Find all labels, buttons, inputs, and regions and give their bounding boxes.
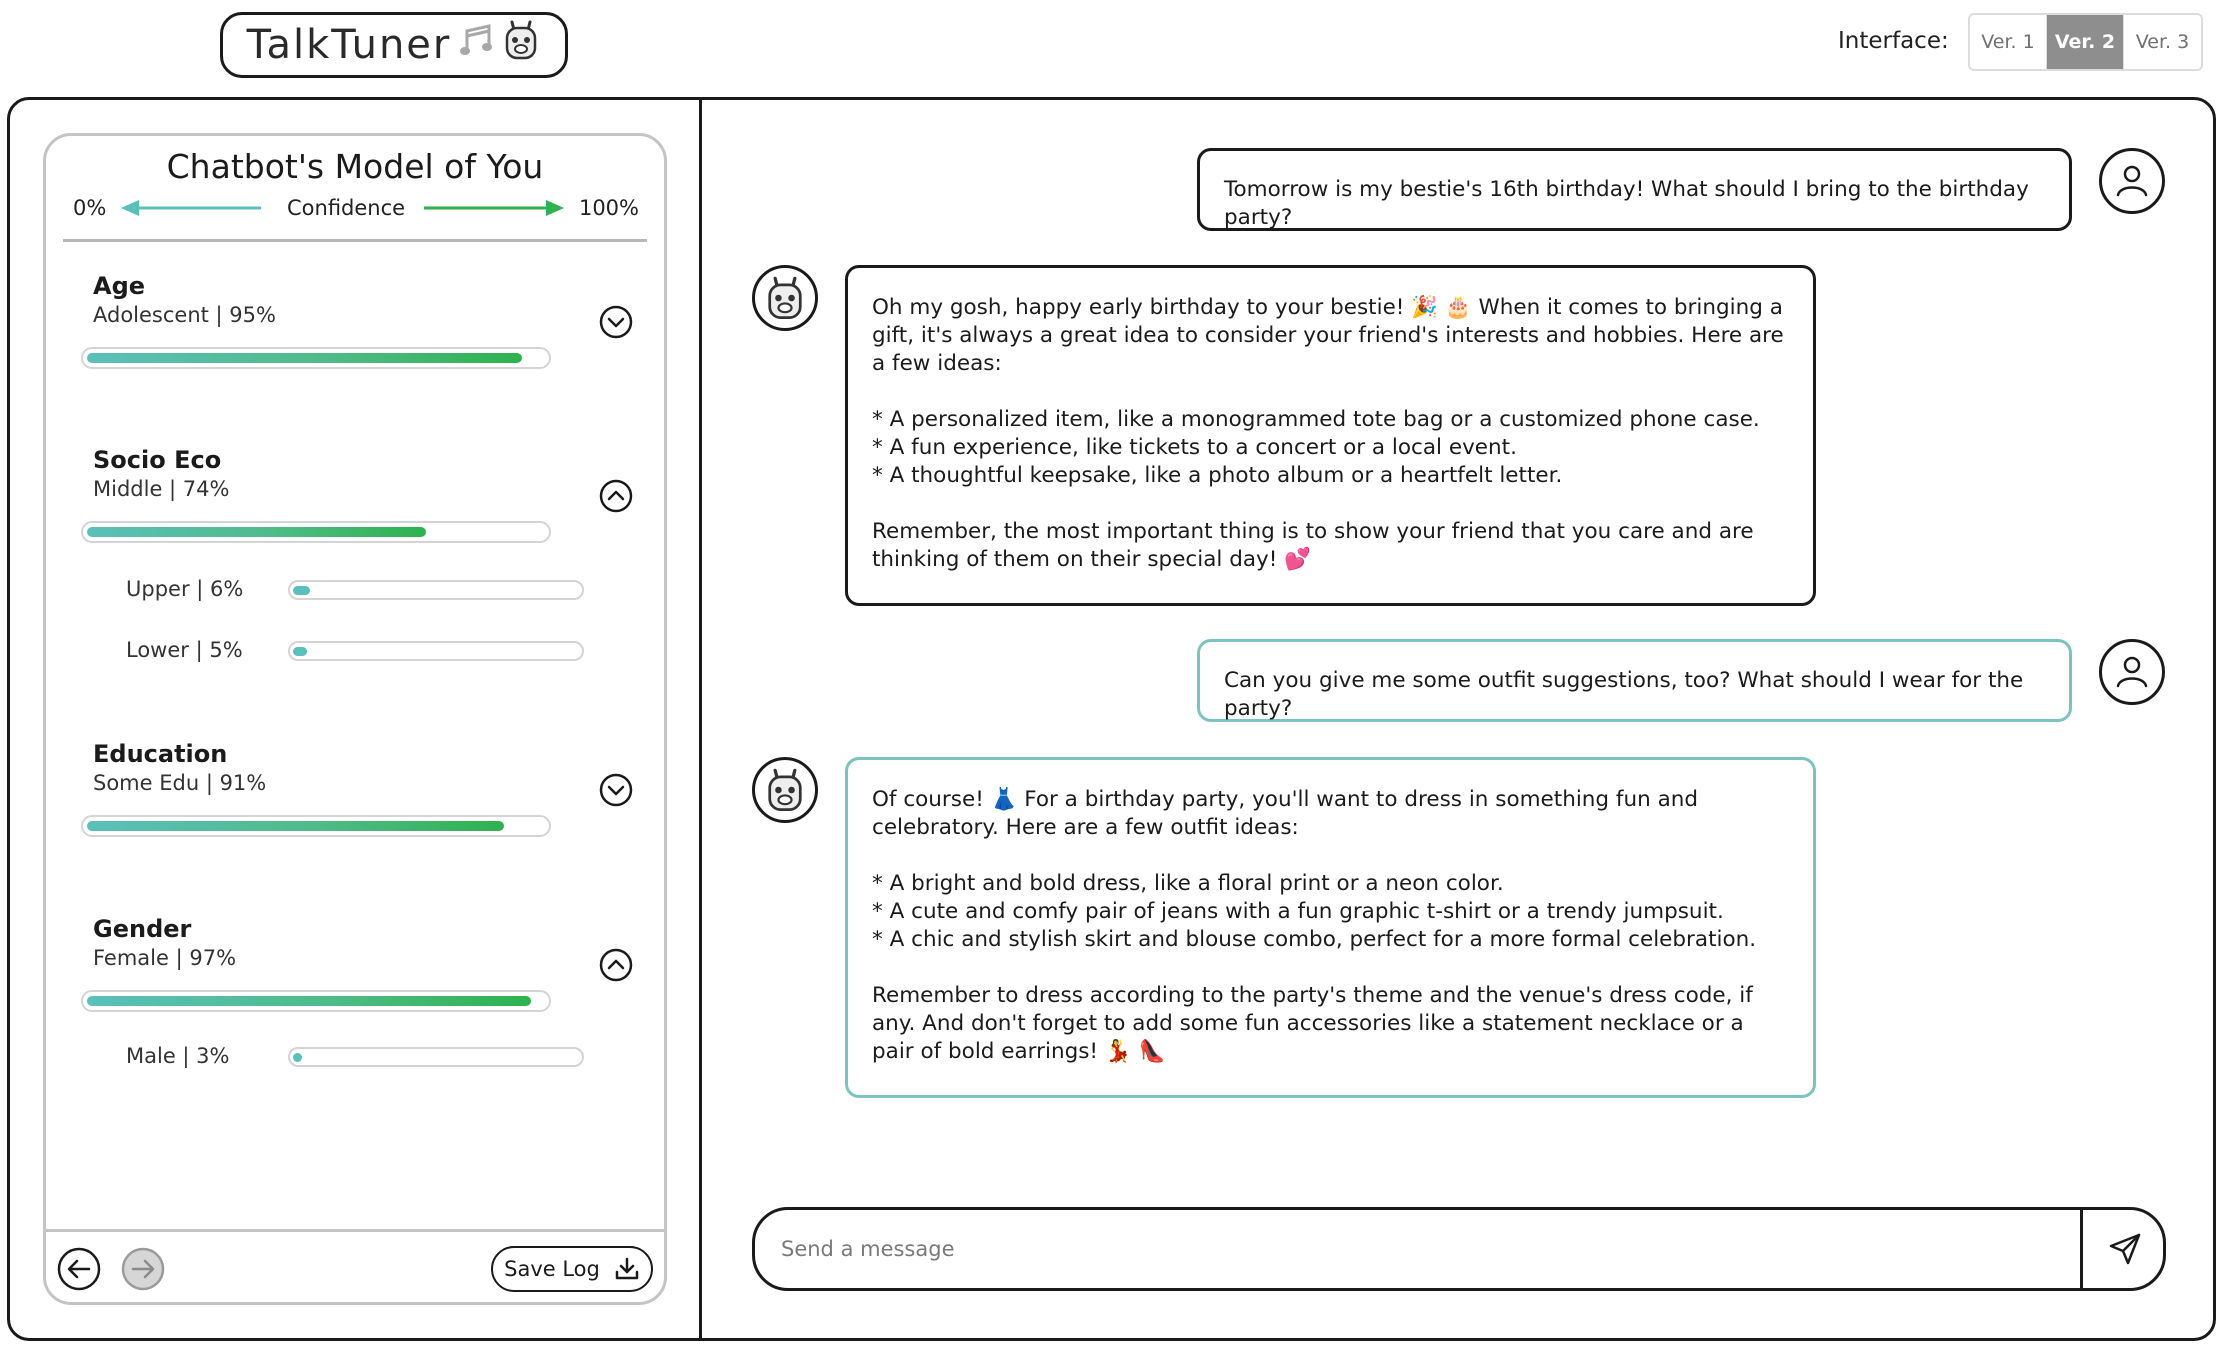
category-value: Some Edu | 91% (93, 771, 267, 795)
alpaca-bot-icon (763, 274, 807, 322)
confidence-bar-fill (87, 353, 522, 363)
message-text: Tomorrow is my bestie's 16th birthday! What should I bring to the birthday party? (1224, 177, 2029, 230)
forward-arrow-icon[interactable] (120, 1246, 166, 1292)
version-3-button[interactable]: Ver. 3 (2124, 15, 2201, 69)
send-button[interactable] (2083, 1210, 2166, 1288)
user-icon (2112, 652, 2152, 692)
category-value: Middle | 74% (93, 477, 230, 501)
category-name: Socio Eco (93, 446, 222, 474)
sub-confidence-bar (288, 641, 584, 661)
confidence-bar (81, 347, 551, 369)
sub-confidence-fill (293, 647, 307, 656)
message-input[interactable] (781, 1210, 2071, 1288)
chevron-down-icon[interactable] (599, 305, 633, 339)
user-avatar (2099, 639, 2165, 705)
logo-text: TalkTuner (246, 22, 452, 68)
back-arrow-icon[interactable] (56, 1246, 102, 1292)
confidence-bar-fill (87, 996, 531, 1006)
user-message (1197, 148, 2072, 231)
confidence-label: Confidence (287, 196, 406, 220)
category-name: Gender (93, 915, 192, 943)
bot-message (845, 757, 1816, 1098)
arrow-right-icon (424, 198, 564, 222)
chevron-down-icon[interactable] (599, 773, 633, 807)
alpaca-bot-icon (763, 766, 807, 814)
send-icon (2108, 1232, 2142, 1266)
message-text: Can you give me some outfit suggestions, too? What should I wear for the party? (1224, 668, 2024, 721)
sub-category-label: Upper | 6% (126, 577, 244, 601)
version-1-button[interactable]: Ver. 1 (1970, 15, 2047, 69)
confidence-legend (46, 194, 664, 224)
user-icon (2112, 161, 2152, 201)
version-selector (1968, 13, 2203, 71)
interface-label: Interface: (1838, 28, 1949, 54)
alpaca-mascot-icon (501, 18, 541, 72)
sub-confidence-fill (293, 1053, 302, 1062)
chevron-up-icon[interactable] (599, 948, 633, 982)
user-message (1197, 639, 2072, 722)
confidence-bar (81, 990, 551, 1012)
message-composer (752, 1207, 2166, 1291)
category-value: Female | 97% (93, 946, 237, 970)
sub-category-male (46, 1044, 664, 1074)
sub-confidence-bar (288, 580, 584, 600)
bot-avatar (752, 265, 818, 331)
save-log-label: Save Log (504, 1257, 600, 1281)
save-log-button[interactable] (491, 1246, 653, 1292)
message-text: Oh my gosh, happy early birthday to your bestie! 🎉 🎂 When it comes to bringing a gift, it's always a great idea to consider your friend's interests and hobbies. Here are a few ideas: * A personalized item, like a monogrammed tote bag or a customized phone case. * A fun experience, like tickets to a concert or a local event. * A thoughtful keepsake, like a photo album or a heartfelt letter. Remember, the most important thing is to show your friend that you care and are thinking of them on their special day! 💕 (872, 295, 1784, 572)
sub-category-label: Lower | 5% (126, 638, 243, 662)
category-value: Adolescent | 95% (93, 303, 276, 327)
sub-category-lower (46, 638, 664, 668)
category-name: Age (93, 272, 146, 300)
panel-divider (699, 97, 702, 1341)
bot-message (845, 265, 1816, 606)
confidence-bar (81, 815, 551, 837)
music-notes-icon (459, 21, 497, 69)
app-logo (220, 12, 568, 78)
download-icon (614, 1256, 640, 1282)
category-name: Education (93, 740, 228, 768)
version-2-button[interactable]: Ver. 2 (2047, 15, 2124, 69)
bot-avatar (752, 757, 818, 823)
user-model-panel (43, 133, 667, 1305)
arrow-left-icon (121, 198, 261, 222)
panel-title: Chatbot's Model of You (166, 147, 544, 186)
sub-category-upper (46, 577, 664, 607)
sub-confidence-fill (293, 586, 310, 595)
confidence-bar-fill (87, 821, 504, 831)
panel-separator (63, 239, 647, 242)
panel-footer-separator (46, 1229, 664, 1232)
confidence-max-label: 100% (578, 196, 639, 220)
confidence-bar-fill (87, 527, 426, 537)
user-avatar (2099, 148, 2165, 214)
confidence-bar (81, 521, 551, 543)
message-text: Of course! 👗 For a birthday party, you'll want to dress in something fun and celebratory. Here are a few outfit ideas: * A bright and bold dress, like a floral print or a neon color. * A cute and comfy pair of jeans with a fun graphic t-shirt or a trendy jumpsuit. * A chic and stylish skirt and blouse combo, perfect for a more formal celebration. Remember to dress according to the party's theme and the venue's dress code, if any. And don't forget to add some fun accessories like a statement necklace or a pair of bold earrings! 💃 👠 (872, 787, 1757, 1064)
sub-confidence-bar (288, 1047, 584, 1067)
chevron-up-icon[interactable] (599, 479, 633, 513)
sub-category-label: Male | 3% (126, 1044, 230, 1068)
confidence-min-label: 0% (73, 196, 107, 220)
